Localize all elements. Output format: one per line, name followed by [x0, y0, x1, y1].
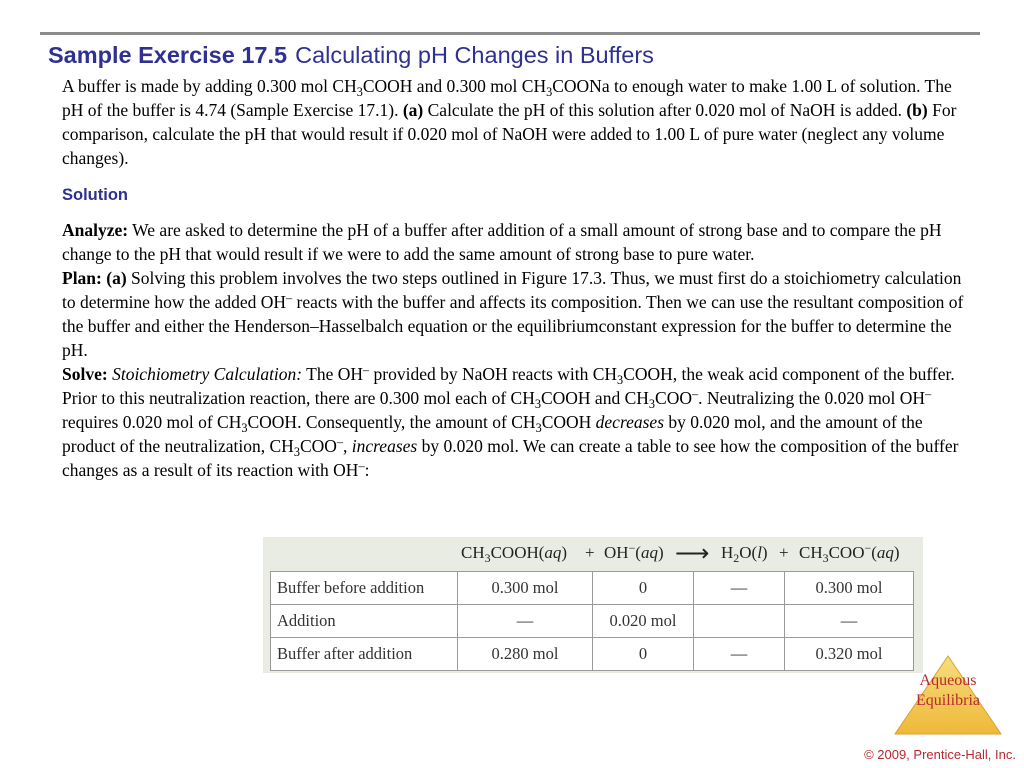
table-cell: 0.320 mol [785, 638, 914, 671]
exercise-title: Calculating pH Changes in Buffers [295, 42, 654, 68]
reaction-equation [263, 539, 923, 569]
table-cell [694, 605, 785, 638]
plan-paragraph: Plan: (a) Solving this problem involves the two steps outlined in Figure 17.3. Thus, we must first do a stoichiometry calculation to determine how the added OH– reacts with the buffer and affects its composition. Then we can use the resultant composition of the buffer and either the Henderson–Hasselbalch equation or the equilibriumconstant expression for the buffer to determine the pH. [62, 268, 964, 360]
table-cell: — [785, 605, 914, 638]
copyright: © 2009, Prentice-Hall, Inc. [864, 747, 1016, 762]
product-acetate: $CH_3COO^-(aq)$ [799, 541, 900, 565]
solve-paragraph: Solve: Stoichiometry Calculation: The OH– provided by NaOH reacts with $CH_3COOH$, the weak acid component of the buffer. Prior to this neutralization reaction, there are 0.300 mol each of $CH_3COOH$ and $CH_3COO^-$. Neutralizing the 0.020 mol OH– requires 0.020 mol of $CH_3COOH$. Consequently, the amount of $CH_3COOH$ decreases by 0.020 mol, and the amount of the product of the neutralization, $CH_3COO^-$, increases by 0.020 mol. We can create a table to see how the composition of the buffer changes as a result of its reaction with OH–: [62, 363, 959, 480]
table-row [271, 605, 914, 638]
plus-sign: + [585, 543, 595, 562]
table-row [271, 638, 914, 671]
reaction-arrow: ⟶ [675, 541, 710, 567]
solution-heading: Solution [62, 186, 128, 204]
row-label: Buffer before addition [271, 572, 458, 605]
product-water: $H_2O(l)$ [721, 543, 768, 565]
badge-line-1: Aqueous [919, 672, 977, 689]
table-cell: 0.020 mol [593, 605, 694, 638]
analyze-paragraph: Analyze: We are asked to determine the pH of a buffer after addition of a small amount of strong base and to compare the pH change to the pH that would result if we were to add the same amount of strong base to pure water. [62, 220, 942, 264]
table-cell: — [458, 605, 593, 638]
badge-label [893, 671, 1003, 711]
table-cell: 0.280 mol [458, 638, 593, 671]
reactant-hydroxide: OH−(aq) [604, 541, 664, 562]
reactant-acetic-acid: $CH_3COOH(aq)$ [461, 543, 568, 565]
badge-line-2: Equilibria [916, 692, 980, 709]
table-cell: 0 [593, 638, 694, 671]
plus-sign: + [779, 543, 789, 562]
row-label: Addition [271, 605, 458, 638]
exercise-number: Sample Exercise 17.5 [48, 42, 288, 68]
row-label: Buffer after addition [271, 638, 458, 671]
problem-statement: A buffer is made by adding 0.300 mol $CH_3COOH$ and 0.300 mol $CH_3COONa$ to enough water to make 1.00 L of solution. The pH of the buffer is 4.74 (Sample Exercise 17.1). (a) Calculate the pH of this solution after 0.020 mol of NaOH is added. (b) For comparison, calculate the pH that would result if 0.020 mol of NaOH were added to 1.00 L of pure water (neglect any volume changes). [62, 76, 957, 168]
table-cell: 0.300 mol [785, 572, 914, 605]
page-title [48, 42, 654, 69]
table-row [271, 572, 914, 605]
table-cell: — [694, 572, 785, 605]
table-cell: 0 [593, 572, 694, 605]
title-rule [40, 32, 980, 35]
composition-table [270, 571, 914, 671]
table-cell: 0.300 mol [458, 572, 593, 605]
solution-text [62, 218, 967, 482]
table-cell: — [694, 638, 785, 671]
